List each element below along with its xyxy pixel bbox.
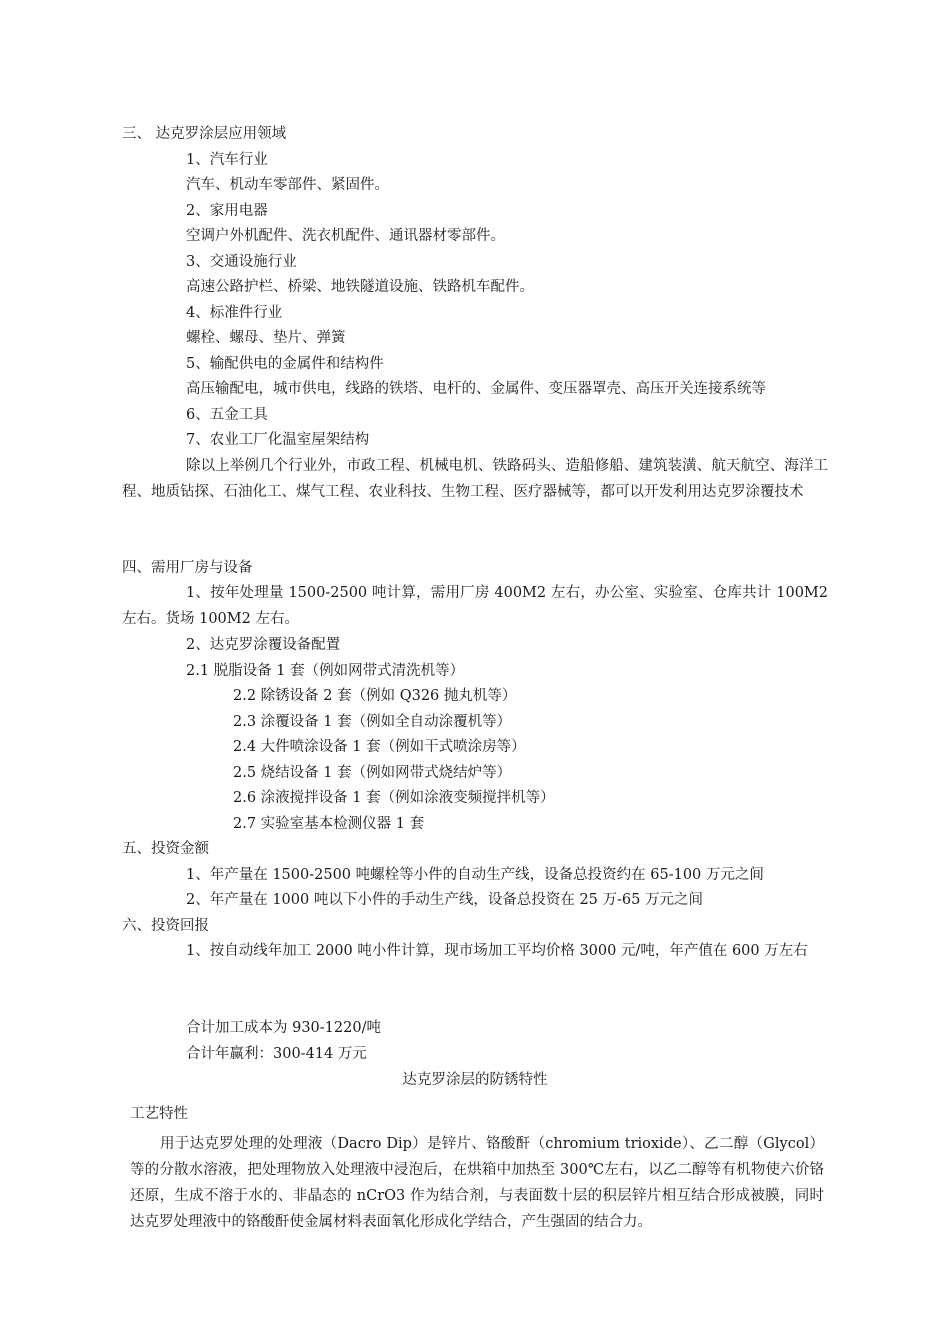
article-title: 达克罗涂层的防锈特性	[402, 1072, 548, 1088]
item-1-desc: 汽车、机动车零部件、紧固件。	[186, 177, 389, 193]
item-7-title: 7、农业工厂化温室屋架结构	[186, 432, 370, 448]
item-3-title: 3、交通设施行业	[186, 254, 297, 270]
process-characteristics-heading: 工艺特性	[130, 1106, 188, 1122]
section-4-heading: 四、需用厂房与设备	[122, 560, 253, 576]
item-5-title: 5、输配供电的金属件和结构件	[186, 356, 384, 372]
item-2-desc: 空调户外机配件、洗衣机配件、通讯器材零部件。	[186, 228, 505, 244]
total-processing-cost: 合计加工成本为 930-1220/吨	[186, 1020, 381, 1036]
item-2-title: 2、家用电器	[186, 203, 268, 219]
section-5-paragraph-2: 2、年产量在 1000 吨以下小件的手动生产线，设备总投资在 25 万-65 万元之间	[186, 892, 703, 908]
process-characteristics-body: 用于达克罗处理的处理液（Dacro Dip）是锌片、铬酸酐（chromium trioxide）、乙二醇（Glycol）等的分散水溶液，把处理物放入处理液中浸泡后，在烘箱中加热至 300℃左右，以乙二醇等有机物使六价铬还原，生成不溶于水的、非晶态的 nCrO3 作为结合剂，与表面数十层的积层锌片相互结合形成被膜，同时达克罗处理液中的铬酸酐使金属材料表面氧化形成化学结合，产生强固的结合力。	[130, 1136, 824, 1230]
equipment-item-2: 2.2 除锈设备 2 套（例如 Q326 抛丸机等）	[233, 688, 517, 704]
section-3-summary: 除以上举例几个行业外，市政工程、机械电机、铁路码头、造船修船、建筑装潢、航天航空、海洋工程、地质钻探、石油化工、煤气工程、农业科技、生物工程、医疗器械等，都可以开发利用达克罗涂覆技术	[122, 458, 828, 500]
item-5-desc: 高压输配电，城市供电，线路的铁塔、电杆的、金属件、变压器罩壳、高压开关连接系统等	[186, 381, 766, 397]
item-4-title: 4、标准件行业	[186, 305, 283, 321]
item-1-title: 1、汽车行业	[186, 152, 268, 168]
total-annual-profit: 合计年赢利：300-414 万元	[186, 1046, 367, 1062]
equipment-item-6: 2.6 涂液搅拌设备 1 套（例如涂液变频搅拌机等）	[233, 790, 555, 806]
equipment-item-5: 2.5 烧结设备 1 套（例如网带式烧结炉等）	[233, 765, 512, 781]
item-6-title: 6、五金工具	[186, 407, 268, 423]
section-5-paragraph-1: 1、年产量在 1500-2500 吨螺栓等小件的自动生产线，设备总投资约在 65-100 万元之间	[186, 867, 764, 883]
section-4-paragraph-1: 1、按年处理量 1500-2500 吨计算，需用厂房 400M2 左右，办公室、实验室、仓库共计 100M2 左右。货场 100M2 左右。	[122, 585, 828, 627]
section-6-heading: 六、投资回报	[122, 918, 209, 934]
section-5-heading: 五、投资金额	[122, 841, 209, 857]
item-4-desc: 螺栓、螺母、垫片、弹簧	[186, 330, 346, 346]
section-3-heading: 三、 达克罗涂层应用领域	[122, 126, 287, 142]
equipment-item-3: 2.3 涂覆设备 1 套（例如全自动涂覆机等）	[233, 714, 512, 730]
equipment-item-4: 2.4 大件喷涂设备 1 套（例如干式喷涂房等）	[233, 739, 526, 755]
section-6-paragraph-1: 1、按自动线年加工 2000 吨小件计算，现市场加工平均价格 3000 元/吨，年产值在 600 万左右	[186, 943, 808, 959]
section-4-paragraph-2: 2、达克罗涂覆设备配置	[186, 637, 341, 653]
item-3-desc: 高速公路护栏、桥梁、地铁隧道设施、铁路机车配件。	[186, 279, 534, 295]
equipment-item-1: 2.1 脱脂设备 1 套（例如网带式清洗机等）	[186, 663, 465, 679]
equipment-item-7: 2.7 实验室基本检测仪器 1 套	[233, 816, 425, 832]
